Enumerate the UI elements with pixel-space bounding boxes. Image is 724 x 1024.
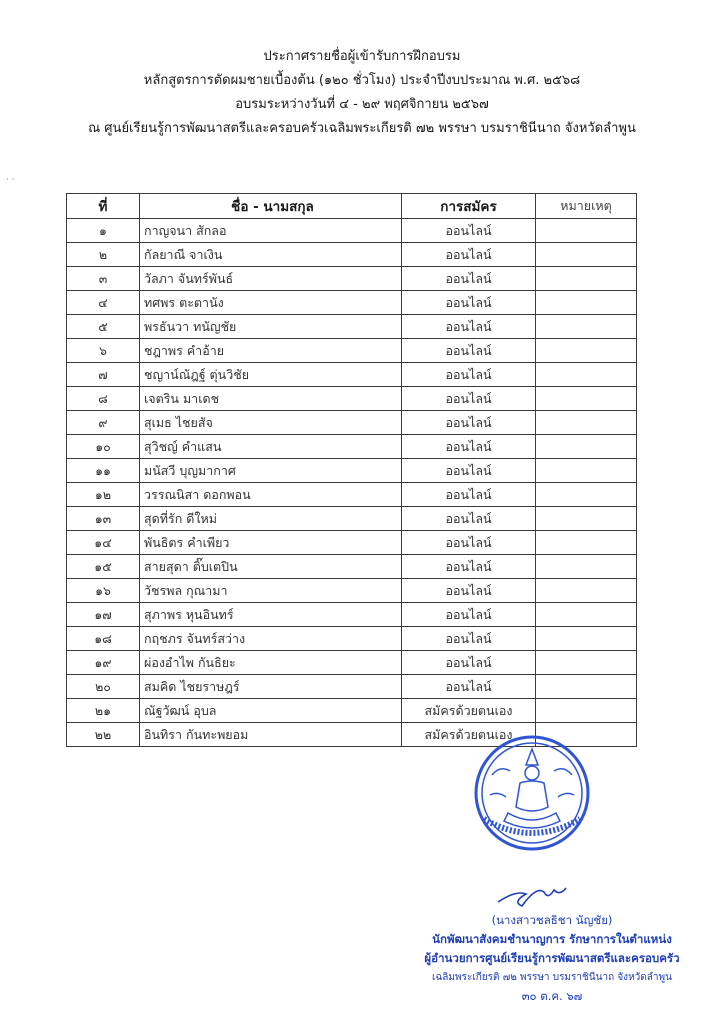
row-number: ๑๐ bbox=[67, 435, 140, 459]
row-number: ๑๔ bbox=[67, 531, 140, 555]
participant-name: เจตริน มาเดช bbox=[140, 387, 402, 411]
participant-table bbox=[66, 193, 637, 747]
row-number: ๑๖ bbox=[67, 579, 140, 603]
remark-cell bbox=[536, 627, 637, 651]
remark-cell bbox=[536, 651, 637, 675]
remark-cell bbox=[536, 435, 637, 459]
row-number: ๒ bbox=[67, 243, 140, 267]
row-number: ๒๐ bbox=[67, 675, 140, 699]
participant-name: พันธิตร คำเพียว bbox=[140, 531, 402, 555]
table-row bbox=[67, 243, 637, 267]
course-title: หลักสูตรการตัดผมชายเบื้องต้น (๑๒๐ ชั่วโมง) ประจำปีงบประมาณ พ.ศ. ๒๕๖๘ bbox=[143, 73, 581, 88]
participant-name: พรธันวา ทนัญชัย bbox=[140, 315, 402, 339]
registration-method: ออนไลน์ bbox=[402, 531, 536, 555]
participant-name: สุวิชญ์ คำแสน bbox=[140, 435, 402, 459]
remark-cell bbox=[536, 363, 637, 387]
table-row bbox=[67, 627, 637, 651]
participant-name: วัลภา จันทร์พันธ์ bbox=[140, 267, 402, 291]
signature-date: ๓๐ ต.ค. ๖๗ bbox=[521, 989, 583, 1003]
registration-method: ออนไลน์ bbox=[402, 435, 536, 459]
remark-cell bbox=[536, 555, 637, 579]
registration-method: ออนไลน์ bbox=[402, 603, 536, 627]
table-row bbox=[67, 387, 637, 411]
table-row bbox=[67, 675, 637, 699]
table-row bbox=[67, 411, 637, 435]
table-row bbox=[67, 555, 637, 579]
row-number: ๕ bbox=[67, 315, 140, 339]
remark-cell bbox=[536, 579, 637, 603]
participant-name: สมคิด ไชยราษฎร์ bbox=[140, 675, 402, 699]
table-row bbox=[67, 435, 637, 459]
column-header-number: ที่ bbox=[67, 194, 140, 219]
participant-name: สุภาพร หุนอินทร์ bbox=[140, 603, 402, 627]
remark-cell bbox=[536, 267, 637, 291]
registration-method: ออนไลน์ bbox=[402, 387, 536, 411]
remark-cell bbox=[536, 315, 637, 339]
participant-name: อินทิรา กันทะพยอม bbox=[140, 723, 402, 747]
remark-cell bbox=[536, 603, 637, 627]
participant-name: กาญจนา สักลอ bbox=[140, 219, 402, 243]
registration-method: ออนไลน์ bbox=[402, 675, 536, 699]
row-number: ๖ bbox=[67, 339, 140, 363]
row-number: ๑๑ bbox=[67, 459, 140, 483]
row-number: ๒๒ bbox=[67, 723, 140, 747]
registration-method: สมัครด้วยตนเอง bbox=[402, 723, 536, 747]
row-number: ๑๘ bbox=[67, 627, 140, 651]
participant-name: วรรณนิสา ดอกพอน bbox=[140, 483, 402, 507]
row-number: ๙ bbox=[67, 411, 140, 435]
participant-name: ณัฐวัฒน์ อุบล bbox=[140, 699, 402, 723]
signatory-name: (นางสาวชลธิชา นัญชัย) bbox=[491, 913, 613, 927]
remark-cell bbox=[536, 531, 637, 555]
table-row bbox=[67, 339, 637, 363]
participant-name: ผ่องอำไพ กันธิยะ bbox=[140, 651, 402, 675]
registration-method: ออนไลน์ bbox=[402, 579, 536, 603]
table-row bbox=[67, 507, 637, 531]
table-row bbox=[67, 291, 637, 315]
row-number: ๓ bbox=[67, 267, 140, 291]
remark-cell bbox=[536, 483, 637, 507]
remark-cell bbox=[536, 507, 637, 531]
registration-method: ออนไลน์ bbox=[402, 339, 536, 363]
registration-method: ออนไลน์ bbox=[402, 411, 536, 435]
column-header-name: ชื่อ - นามสกุล bbox=[140, 194, 402, 219]
remark-cell bbox=[536, 291, 637, 315]
signatory-position-3: เฉลิมพระเกียรติ ๗๒ พรรษา บรมราชินีนาถ จังหวัดลำพูน bbox=[432, 972, 672, 983]
row-number: ๑๕ bbox=[67, 555, 140, 579]
column-header-registration: การสมัคร bbox=[402, 194, 536, 219]
table-row bbox=[67, 267, 637, 291]
table-row bbox=[67, 483, 637, 507]
participant-name: สายสุดา ติ๊บเตปิน bbox=[140, 555, 402, 579]
row-number: ๑ bbox=[67, 219, 140, 243]
row-number: ๔ bbox=[67, 291, 140, 315]
registration-method: ออนไลน์ bbox=[402, 555, 536, 579]
row-number: ๑๓ bbox=[67, 507, 140, 531]
column-header-remark: หมายเหตุ bbox=[536, 194, 637, 219]
remark-cell bbox=[536, 675, 637, 699]
announcement-title: ประกาศรายชื่อผู้เข้ารับการฝึกอบรม bbox=[263, 49, 461, 64]
registration-method: ออนไลน์ bbox=[402, 267, 536, 291]
remark-cell bbox=[536, 243, 637, 267]
registration-method: ออนไลน์ bbox=[402, 243, 536, 267]
official-seal-icon bbox=[470, 735, 595, 853]
row-number: ๗ bbox=[67, 363, 140, 387]
registration-method: ออนไลน์ bbox=[402, 651, 536, 675]
table-row bbox=[67, 363, 637, 387]
row-number: ๒๑ bbox=[67, 699, 140, 723]
table-row bbox=[67, 531, 637, 555]
row-number: ๑๒ bbox=[67, 483, 140, 507]
registration-method: ออนไลน์ bbox=[402, 219, 536, 243]
remark-cell bbox=[536, 387, 637, 411]
remark-cell bbox=[536, 219, 637, 243]
training-venue: ณ ศูนย์เรียนรู้การพัฒนาสตรีและครอบครัวเฉลิมพระเกียรติ ๗๒ พรรษา บรมราชินีนาถ จังหวัดลำพูน bbox=[88, 121, 636, 136]
table-row bbox=[67, 315, 637, 339]
table-row bbox=[67, 579, 637, 603]
registration-method: ออนไลน์ bbox=[402, 507, 536, 531]
participant-name: สุดที่รัก ดีใหม่ bbox=[140, 507, 402, 531]
table-row bbox=[67, 603, 637, 627]
registration-method: ออนไลน์ bbox=[402, 315, 536, 339]
row-number: ๑๗ bbox=[67, 603, 140, 627]
margin-mark: · · bbox=[6, 175, 15, 185]
participant-name: กัลยาณี จาเงิน bbox=[140, 243, 402, 267]
registration-method: ออนไลน์ bbox=[402, 459, 536, 483]
remark-cell bbox=[536, 459, 637, 483]
training-dates: อบรมระหว่างวันที่ ๔ - ๒๙ พฤศจิกายน ๒๕๖๗ bbox=[235, 97, 489, 112]
participant-name: ชญาน์ณัฎฐ์ ตุ่นวิชัย bbox=[140, 363, 402, 387]
signatory-position-2: ผู้อำนวยการศูนย์เรียนรู้การพัฒนาสตรีและครอบครัว bbox=[424, 951, 680, 965]
signatory-position: นักพัฒนาสังคมชำนาญการ รักษาการในตำแหน่ง bbox=[432, 932, 672, 946]
table-row bbox=[67, 459, 637, 483]
table-row bbox=[67, 699, 637, 723]
row-number: ๘ bbox=[67, 387, 140, 411]
participant-name: วัชรพล กุณามา bbox=[140, 579, 402, 603]
table-row bbox=[67, 219, 637, 243]
remark-cell bbox=[536, 339, 637, 363]
participant-name: กฤชภร จันทร์สว่าง bbox=[140, 627, 402, 651]
registration-method: ออนไลน์ bbox=[402, 291, 536, 315]
table-row bbox=[67, 651, 637, 675]
table-header-row bbox=[67, 194, 637, 219]
registration-method: สมัครด้วยตนเอง bbox=[402, 699, 536, 723]
participant-name: ทศพร ตะตานัง bbox=[140, 291, 402, 315]
participant-name: ชฎาพร คำอ้าย bbox=[140, 339, 402, 363]
signature-icon bbox=[496, 880, 586, 910]
remark-cell bbox=[536, 411, 637, 435]
remark-cell bbox=[536, 699, 637, 723]
participant-name: สุเมธ ไชยสัจ bbox=[140, 411, 402, 435]
row-number: ๑๙ bbox=[67, 651, 140, 675]
participant-name: มนัสวี บุญมากาศ bbox=[140, 459, 402, 483]
registration-method: ออนไลน์ bbox=[402, 627, 536, 651]
registration-method: ออนไลน์ bbox=[402, 483, 536, 507]
registration-method: ออนไลน์ bbox=[402, 363, 536, 387]
